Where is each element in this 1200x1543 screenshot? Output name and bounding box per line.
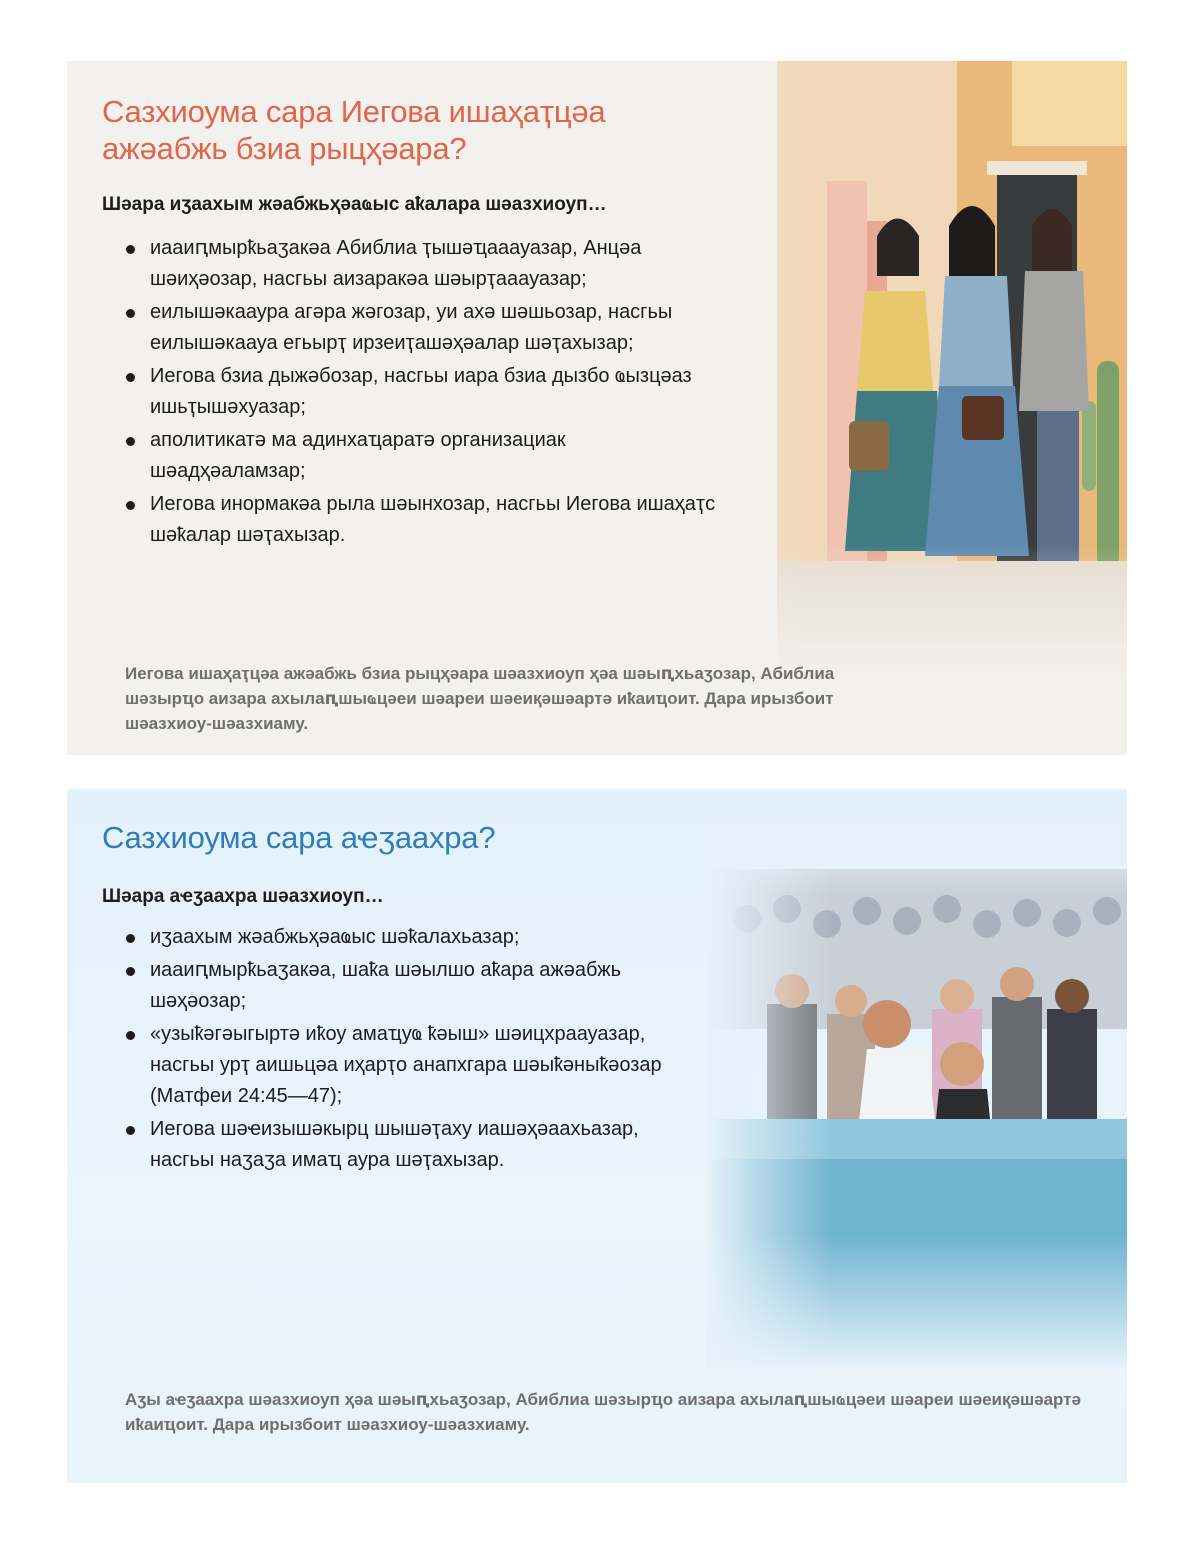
bullet-icon — [126, 1126, 135, 1135]
baptism-illustration — [707, 829, 1127, 1369]
list-item: «узыҟәгәыгыртә иҟоу амаҵуҩ ҟәыш» шәицхраауазар, насгьы урҭ аишьцәа иҳарҭо анапхгара шәыҟәныҟәозар (Матфеи 24:45—47); — [123, 1019, 683, 1112]
requirements-list — [123, 922, 683, 1178]
bullet-icon — [126, 437, 135, 446]
section-title: Сазхиоума сара аҽӡаахра? — [102, 820, 496, 855]
list-item: иааиԥмырҟьаӡакәа, шаҟа шәылшо аҟара ажәабжь шәҳәозар; — [123, 955, 683, 1017]
card-preaching-eligibility — [67, 61, 1127, 755]
bullet-icon — [126, 967, 135, 976]
list-item: Иегова инормакәа рыла шәынхозар, насгьы Иегова ишаҳаҭс шәҟалар шәҭахызар. — [123, 489, 723, 551]
bullet-icon — [126, 934, 135, 943]
list-item: аполитикатә ма адинхаҵаратә организациак шәадҳәаламзар; — [123, 425, 723, 487]
section-footnote: Иегова ишаҳаҭцәа ажәабжь бзиа рыцҳәара шәазхиоуп ҳәа шәыԥхьаӡозар, Абиблиа шәзырҵо аизара ахылаԥшыҩцәеи шәареи шәеиқәшәартә иҟаиҵоит. Дара ирызбоит шәазхиоу-шәазхиаму. — [125, 664, 835, 733]
list-item: иааиԥмырҟьаӡакәа Абиблиа ҭышәҵааауазар, Анцәа шәиҳәозар, насгьы аизаракәа шәырҭааауазар; — [123, 233, 723, 295]
section-title: Сазхиоума сара Иегова ишаҳаҭцәа ажәабжь бзиа рыцҳәара? — [102, 94, 606, 166]
list-item: Иегова шәҽизышәкырц шышәҭаху иашәҳәаахьазар, насгьы наӡаӡа имаҵ аура шәҭахызар. — [123, 1114, 683, 1176]
bullet-icon — [126, 309, 135, 318]
section-lead: Шәара аҽӡаахра шәазхиоуп… — [102, 886, 384, 907]
section-lead: Шәара иӡаахым жәабжьҳәаҩыс аҟалара шәазхиоуп… — [102, 194, 607, 215]
list-item: Иегова бзиа дыжәбозар, насгьы иара бзиа дызбо ҩызцәаз ишьҭышәхуазар; — [123, 361, 723, 423]
requirements-list — [123, 233, 723, 553]
card-baptism-eligibility — [67, 789, 1127, 1483]
list-item: иӡаахым жәабжьҳәаҩыс шәҟалахьазар; — [123, 922, 683, 953]
bullet-icon — [126, 1031, 135, 1040]
bullet-icon — [126, 501, 135, 510]
section-footnote: Аӡы аҽӡаахра шәазхиоуп ҳәа шәыԥхьаӡозар, Абиблиа шәзырҵо аизара ахылаԥшыҩцәеи шәареи шәеиқәшәартә иҟаиҵоит. Дара ирызбоит шәазхиоу-шәазхиаму. — [125, 1390, 1081, 1434]
list-item: еилышәкааура агәра жәгозар, уи ахә шәшьозар, насгьы еилышәкаауа егьырҭ ирзеиҭашәҳәалар шәҭахызар; — [123, 297, 723, 359]
bullet-icon — [126, 245, 135, 254]
bullet-icon — [126, 373, 135, 382]
